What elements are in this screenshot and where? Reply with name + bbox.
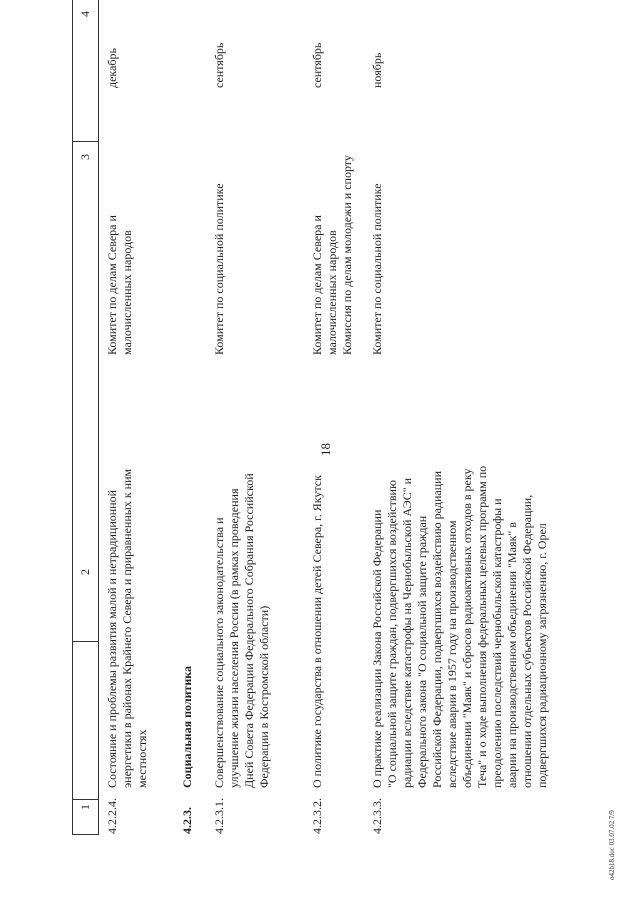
row-title-line: О политике государства в отношении детей Севера, г. Якутск (310, 475, 324, 788)
header-left-border (72, 834, 98, 835)
table-top-border (72, 0, 73, 835)
header-divider-3 (72, 141, 98, 142)
row-month: сентябрь (310, 42, 324, 88)
header-divider-1 (72, 799, 98, 800)
row-month: ноябрь (370, 52, 384, 88)
row-month: декабрь (105, 48, 119, 88)
row-title-line: Федерации в Костромской области) (257, 605, 271, 788)
row-number: 4.2.3.1. (212, 798, 226, 834)
row-title-line: радиации вследствие катастрофы на Чернобыльской АЭС" и (400, 477, 414, 788)
row-committee-line: Комиссия по делам молодежи и спорту (340, 155, 354, 355)
row-title-line: объединении "Маяк" и сбросов радиоактивных отходов в реку (460, 468, 474, 788)
row-committee (105, 135, 135, 355)
row-title-line: местностях (135, 729, 149, 788)
row-title-line: отношении отдельных субъектов Российской Федерации, (520, 494, 534, 788)
row-title-line: Федерального закона "О социальной защите граждан (415, 515, 429, 788)
section-title: Социальная политика (180, 665, 194, 788)
row-committee-line: малочисленных народов (120, 230, 134, 355)
row-title (105, 448, 150, 788)
footer-file-stamp: o42b18.doc 03.07.02 7/9 (608, 810, 616, 880)
column-header-4: 4 (78, 11, 92, 17)
row-number: 4.2.3.2. (310, 798, 324, 834)
row-committee-line: Комитет по социальной политике (212, 183, 226, 355)
section-number: 4.2.3. (180, 807, 194, 834)
row-title (370, 408, 550, 788)
row-title (310, 448, 325, 788)
row-committee-line: Комитет по делам Севера и (105, 215, 119, 355)
header-divider-2 (72, 641, 98, 642)
row-committee-line: малочисленных народов (325, 230, 339, 355)
row-title-line: энергетики в районах Крайнего Севера и приравненных к ним (120, 468, 134, 788)
page-number: 18 (318, 443, 333, 456)
column-header-1: 1 (78, 804, 92, 810)
row-title-line: Теча" и о ходе выполнения федеральных целевых программ по (475, 465, 489, 788)
column-header-2: 2 (78, 569, 92, 575)
row-committee (310, 115, 355, 355)
row-number: 4.2.2.4. (105, 798, 119, 834)
row-month: сентябрь (212, 42, 226, 88)
row-title-line: преодолению последствий чернобыльской катастрофы и (490, 498, 504, 788)
column-header-3: 3 (78, 154, 92, 160)
row-title-line: Дней Совета Федерации Федерального Собрания Российской (242, 473, 256, 788)
row-title-line: Совершенствование социального законодательства и (212, 517, 226, 788)
header-bottom-border (98, 0, 99, 835)
row-committee (370, 135, 385, 355)
row-title (212, 448, 272, 788)
row-committee (212, 135, 227, 355)
row-title-line: "О социальной защите граждан, подвергшихся воздействию (385, 480, 399, 788)
row-title-line: О практике реализации Закона Российской Федерации (370, 509, 384, 788)
row-title-line: вследствие аварии в 1957 году на производственном (445, 520, 459, 788)
row-committee-line: Комитет по социальной политике (370, 183, 384, 355)
row-title-line: Состояние и проблемы развития малой и нетрадиционной (105, 489, 119, 788)
row-number: 4.2.3.3. (370, 798, 384, 834)
row-title-line: аварии на производственном объединении "Маяк" в (505, 522, 519, 788)
row-committee-line: Комитет по делам Севера и (310, 215, 324, 355)
row-title-line: Российской Федерации, подвергшихся воздействию радиации (430, 470, 444, 788)
row-title-line: подвергшихся радиационному загрязнению, г. Орел (535, 523, 549, 788)
row-title-line: улучшение жизни населения России (в рамках проведения (227, 488, 241, 788)
